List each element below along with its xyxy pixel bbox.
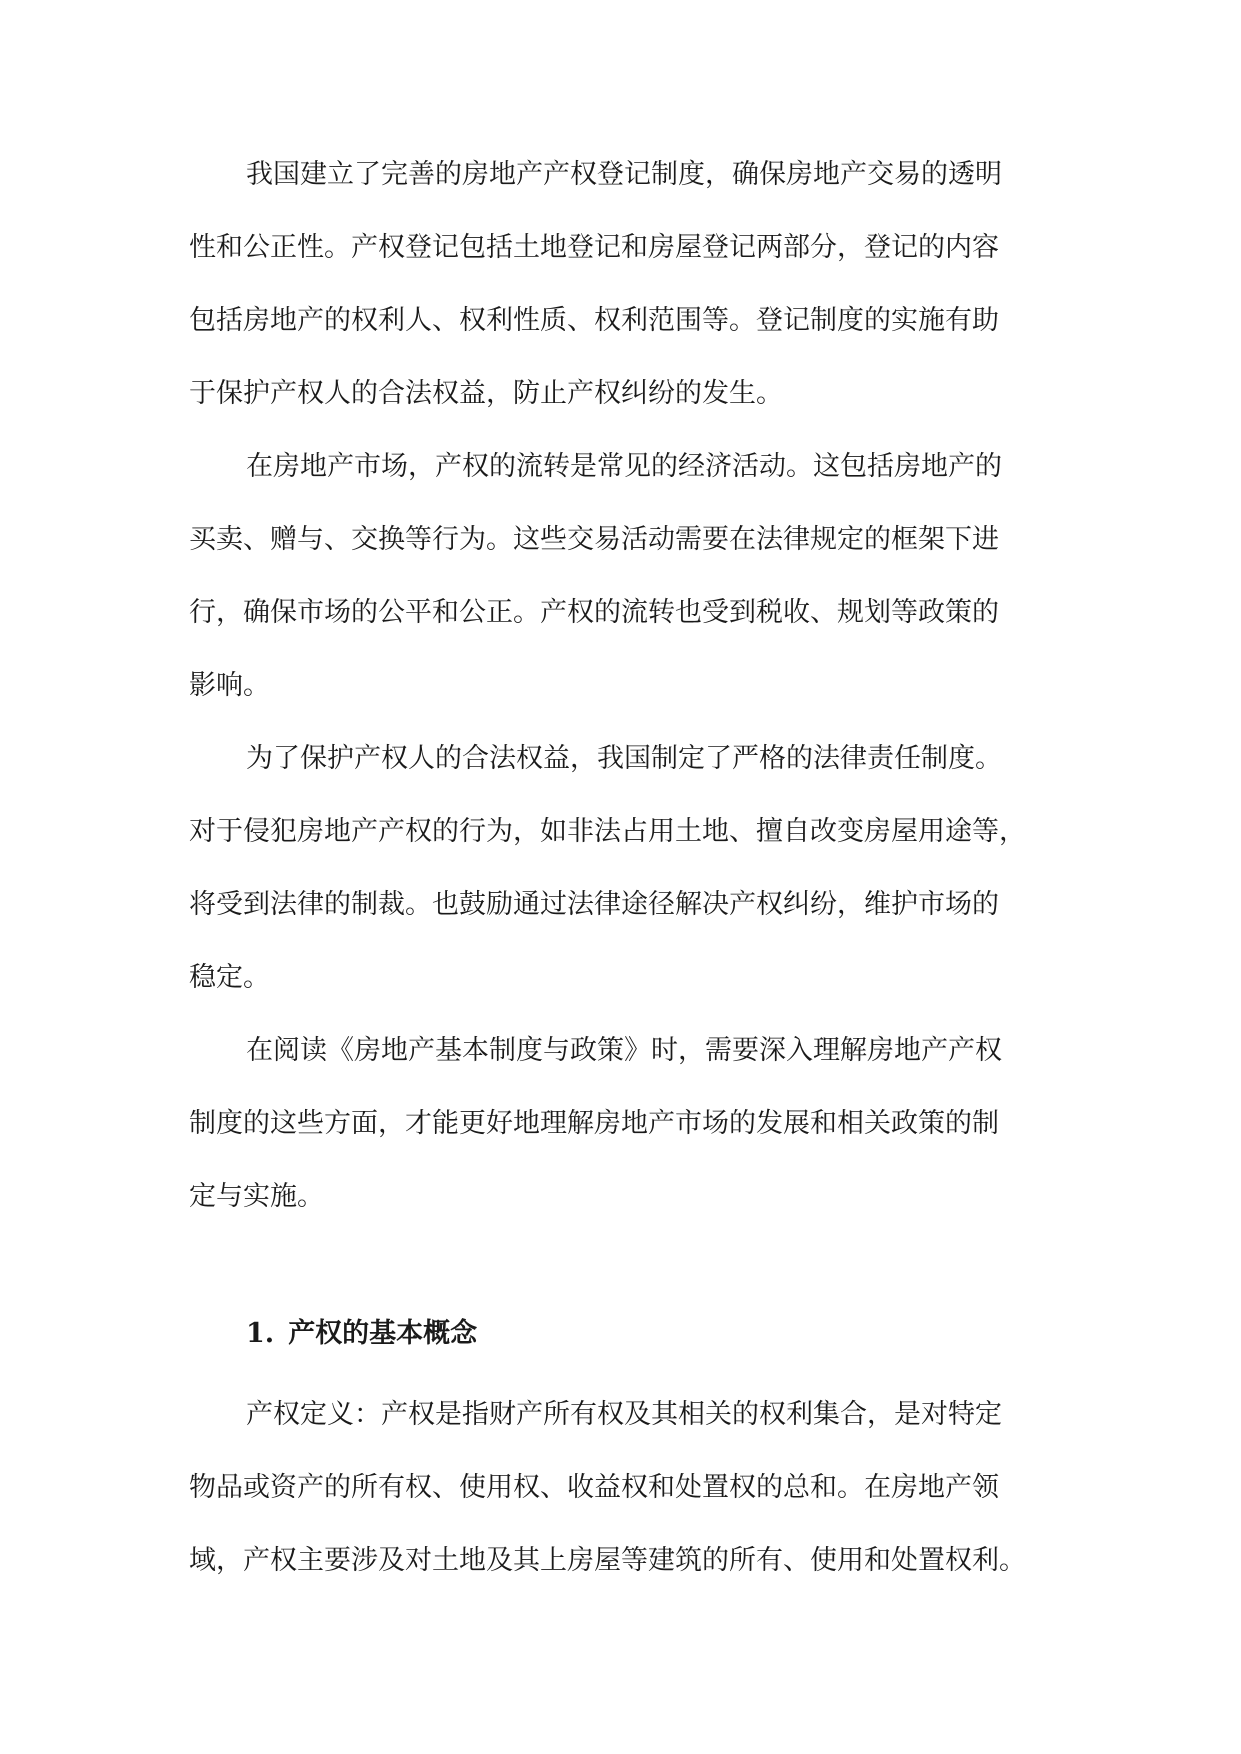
text-line: 性和公正性。产权登记包括土地登记和房屋登记两部分，登记的内容 xyxy=(189,232,999,263)
text-line: 在房地产市场，产权的流转是常见的经济活动。这包括房地产的 xyxy=(246,451,1002,482)
text-line: 影响。 xyxy=(189,670,270,701)
section-title: 产权的基本概念 xyxy=(288,1318,478,1349)
text-line: 物品或资产的所有权、使用权、收益权和处置权的总和。在房地产领 xyxy=(189,1472,999,1503)
text-line: 我国建立了完善的房地产产权登记制度，确保房地产交易的透明 xyxy=(246,159,1002,190)
text-line: 将受到法律的制裁。也鼓励通过法律途径解决产权纠纷，维护市场的 xyxy=(189,889,999,920)
text-line: 域，产权主要涉及对土地及其上房屋等建筑的所有、使用和处置权利。 xyxy=(189,1545,1026,1576)
text-line: 稳定。 xyxy=(189,962,270,993)
paragraph-legal-liability xyxy=(189,722,1059,1014)
paragraph-property-definition xyxy=(189,1378,1059,1597)
text-line: 定与实施。 xyxy=(189,1181,324,1212)
text-line: 行，确保市场的公平和公正。产权的流转也受到税收、规划等政策的 xyxy=(189,597,999,628)
text-line: 产权定义：产权是指财产所有权及其相关的权利集合，是对特定 xyxy=(246,1399,1002,1430)
text-line: 包括房地产的权利人、权利性质、权利范围等。登记制度的实施有助 xyxy=(189,305,999,336)
text-line: 制度的这些方面，才能更好地理解房地产市场的发展和相关政策的制 xyxy=(189,1108,999,1139)
text-line: 对于侵犯房地产产权的行为，如非法占用土地、擅自改变房屋用途等， xyxy=(189,816,1026,847)
text-line: 于保护产权人的合法权益，防止产权纠纷的发生。 xyxy=(189,378,783,409)
paragraph-property-transfer xyxy=(189,430,1059,722)
section-number: 1. xyxy=(246,1318,275,1349)
section-heading xyxy=(246,1314,477,1354)
paragraph-property-registration xyxy=(189,138,1059,430)
text-line: 为了保护产权人的合法权益，我国制定了严格的法律责任制度。 xyxy=(246,743,1002,774)
text-line: 买卖、赠与、交换等行为。这些交易活动需要在法律规定的框架下进 xyxy=(189,524,999,555)
paragraph-reading-note xyxy=(189,1014,1059,1233)
text-line: 在阅读《房地产基本制度与政策》时，需要深入理解房地产产权 xyxy=(246,1035,1002,1066)
